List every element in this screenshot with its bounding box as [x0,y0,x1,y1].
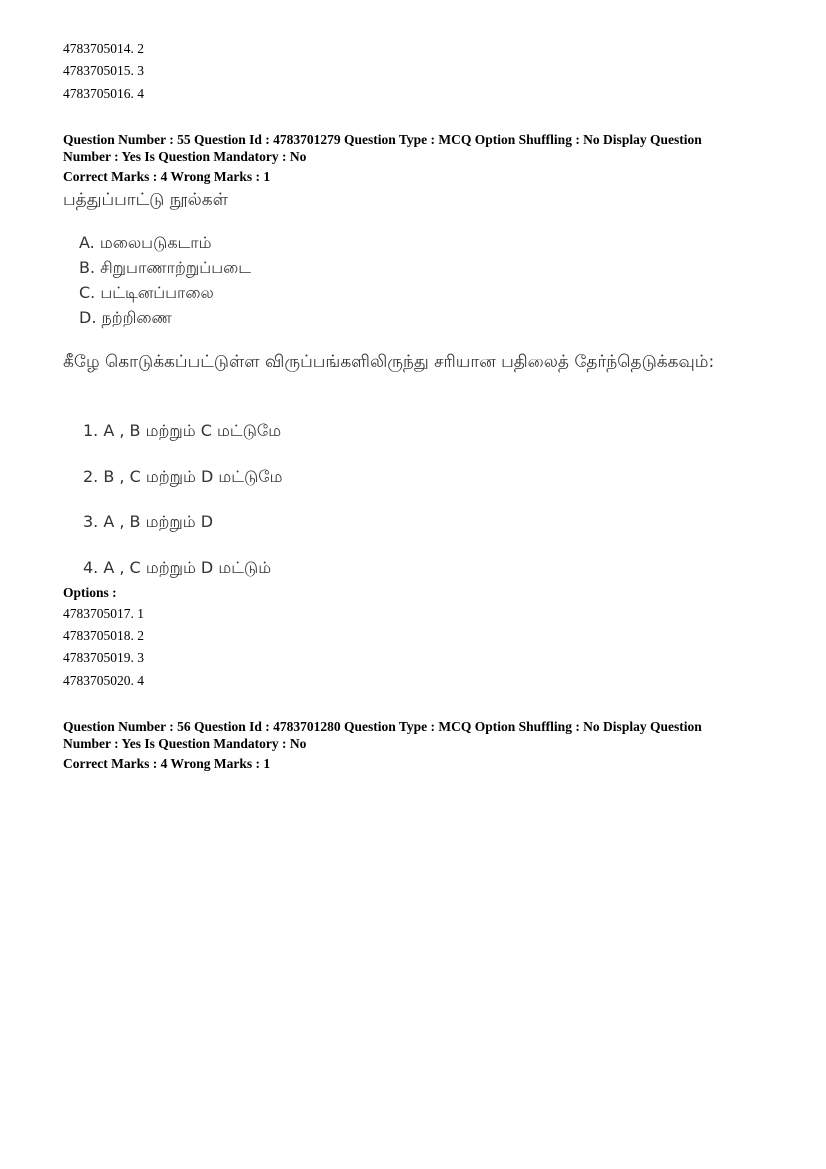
question-marks: Correct Marks : 4 Wrong Marks : 1 [63,169,271,184]
answer-choice: 4. A , C மற்றும் D மட்டும் [83,558,272,577]
option-line: 4783705016. 4 [63,86,144,101]
option-line: 4783705020. 4 [63,673,144,688]
option-line: 4783705017. 1 [63,606,144,621]
question-header-cont: Number : Yes Is Question Mandatory : No [63,149,307,164]
list-item: A. மலைபடுகடாம் [79,233,212,252]
question-header: Question Number : 55 Question Id : 4783701279 Question Type : MCQ Option Shuffling : No Display Question [63,132,702,147]
options-label: Options : [63,585,117,600]
question-header-cont: Number : Yes Is Question Mandatory : No [63,736,307,751]
list-item: B. சிறுபாணாற்றுப்படை [79,258,251,277]
answer-choice: 1. A , B மற்றும் C மட்டுமே [83,421,282,440]
option-line: 4783705019. 3 [63,650,144,665]
answer-choice: 2. B , C மற்றும் D மட்டுமே [83,467,283,486]
question-stem: பத்துப்பாட்டு நூல்கள் [63,190,228,210]
option-line: 4783705014. 2 [63,41,144,56]
option-line: 4783705015. 3 [63,63,144,78]
answer-choice: 3. A , B மற்றும் D [83,512,214,531]
question-instruction: கீழே கொடுக்கப்பட்டுள்ள விருப்பங்களிலிருந்து சரியான பதிலைத் தேர்ந்தெடுக்கவும்: [63,352,715,372]
question-header: Question Number : 56 Question Id : 4783701280 Question Type : MCQ Option Shuffling : No Display Question [63,719,702,734]
option-line: 4783705018. 2 [63,628,144,643]
question-marks: Correct Marks : 4 Wrong Marks : 1 [63,756,271,771]
list-item: D. நற்றிணை [79,308,172,327]
list-item: C. பட்டினப்பாலை [79,283,214,302]
